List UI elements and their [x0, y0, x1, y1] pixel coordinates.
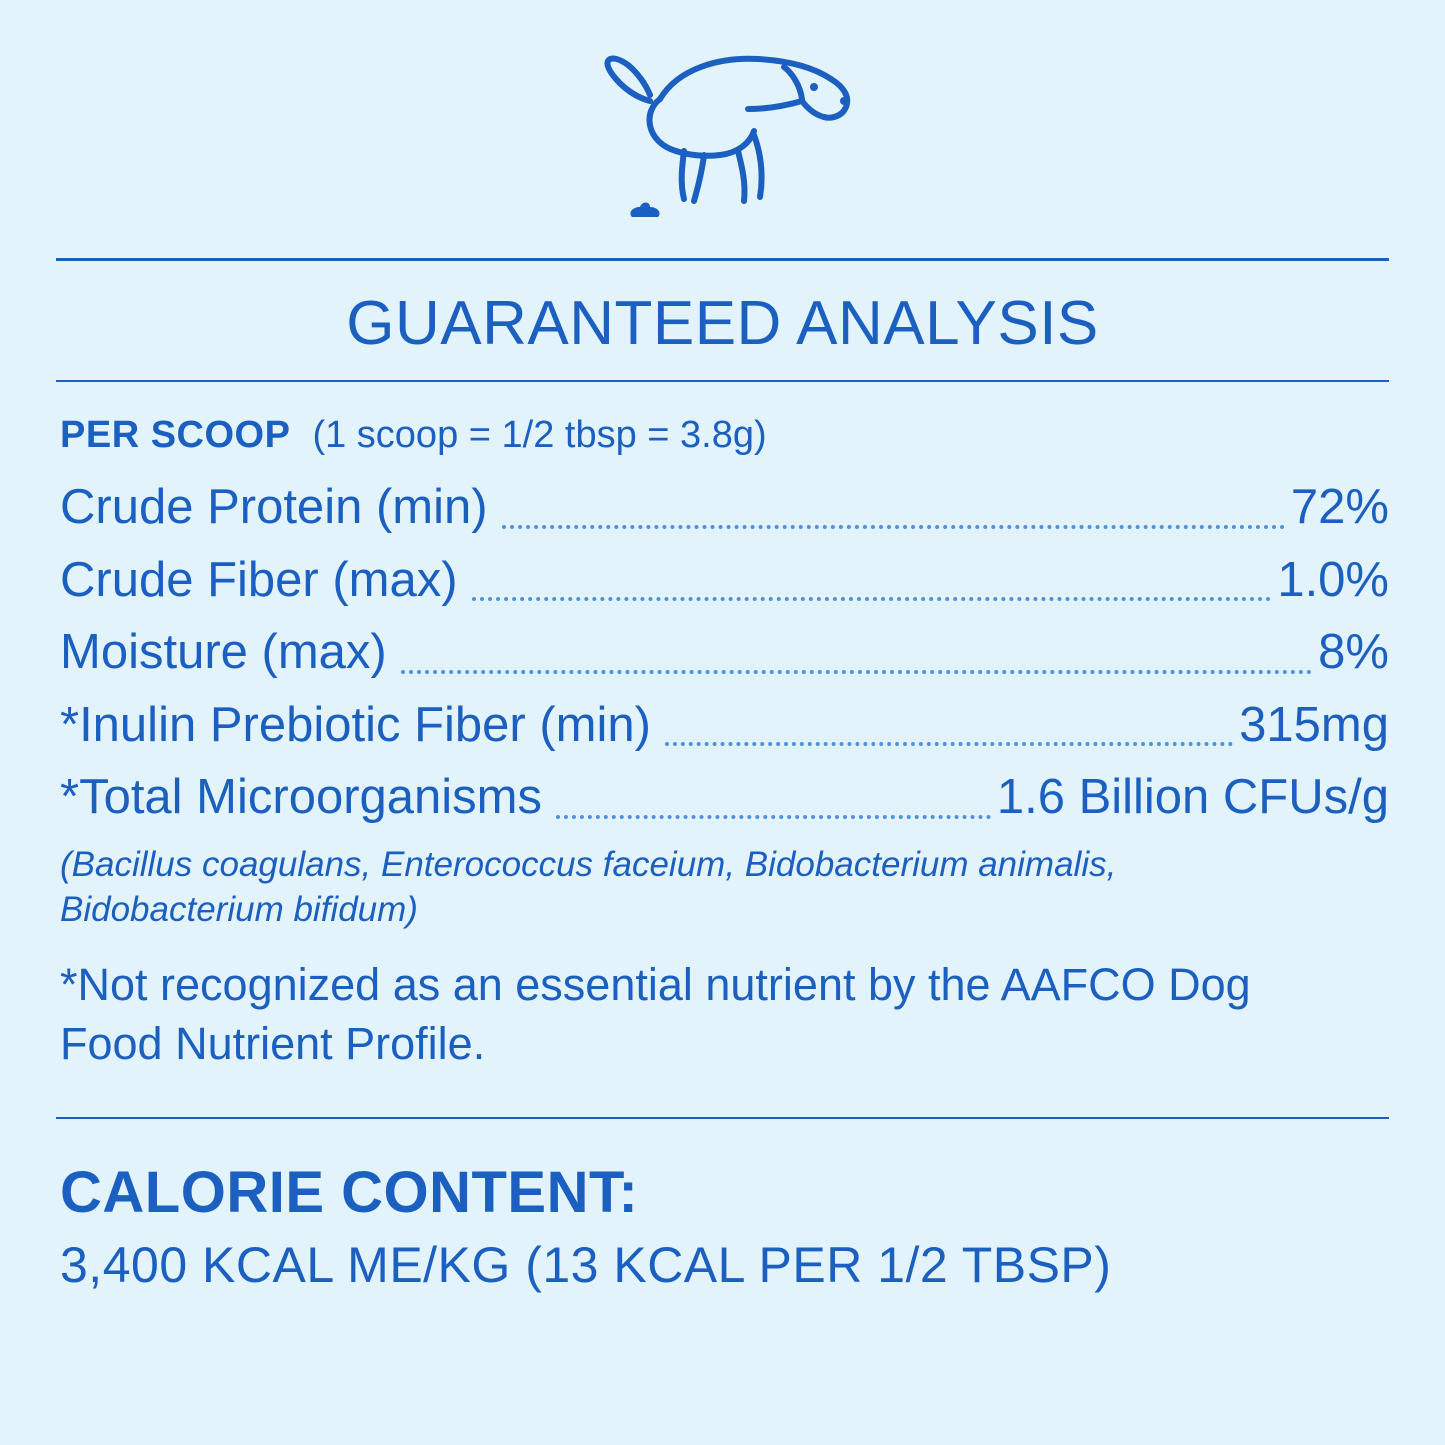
serving-line — [56, 382, 1389, 471]
nutrient-value: 1.0% — [1277, 552, 1389, 607]
nutrient-name: Moisture (max) — [60, 625, 387, 680]
nutrient-row — [60, 761, 1389, 834]
leader-dots — [502, 525, 1285, 529]
aafco-footnote: *Not recognized as an essential nutrient by the AAFCO Dog Food Nutrient Profile. — [60, 958, 1251, 1070]
nutrient-value: 8% — [1318, 625, 1389, 680]
nutrient-list — [56, 471, 1389, 834]
nutrient-name: *Total Microorganisms — [60, 770, 542, 825]
leader-dots — [556, 815, 991, 819]
leader-dots — [665, 742, 1233, 746]
page-title: GUARANTEED ANALYSIS — [346, 289, 1099, 358]
calorie-content-block — [56, 1119, 1389, 1294]
leader-dots — [472, 597, 1272, 601]
nutrient-row — [60, 471, 1389, 544]
nutrient-value: 315mg — [1239, 697, 1389, 752]
leader-dots — [401, 670, 1312, 674]
calorie-content-value: 3,400 KCAL ME/KG (13 KCAL PER 1/2 TBSP) — [60, 1237, 1112, 1294]
nutrient-name: Crude Protein (min) — [60, 480, 488, 535]
probiotic-strains: (Bacillus coagulans, Enterococcus faceium, Bidobacterium animalis, Bidobacterium bifidum) — [60, 844, 1117, 930]
dog-pooping-icon — [588, 39, 858, 219]
nutrient-name: *Inulin Prebiotic Fiber (min) — [60, 697, 651, 752]
calorie-content-title: CALORIE CONTENT: — [60, 1160, 639, 1226]
serving-label: PER SCOOP — [60, 414, 291, 457]
nutrient-row — [60, 544, 1389, 617]
serving-detail: (1 scoop = 1/2 tbsp = 3.8g) — [312, 414, 767, 457]
nutrient-name: Crude Fiber (max) — [60, 552, 458, 607]
icon-header — [56, 0, 1389, 258]
nutrient-value: 72% — [1290, 480, 1389, 535]
nutrient-value: 1.6 Billion CFUs/g — [996, 770, 1389, 825]
nutrient-row — [60, 616, 1389, 689]
nutrient-row — [60, 689, 1389, 762]
